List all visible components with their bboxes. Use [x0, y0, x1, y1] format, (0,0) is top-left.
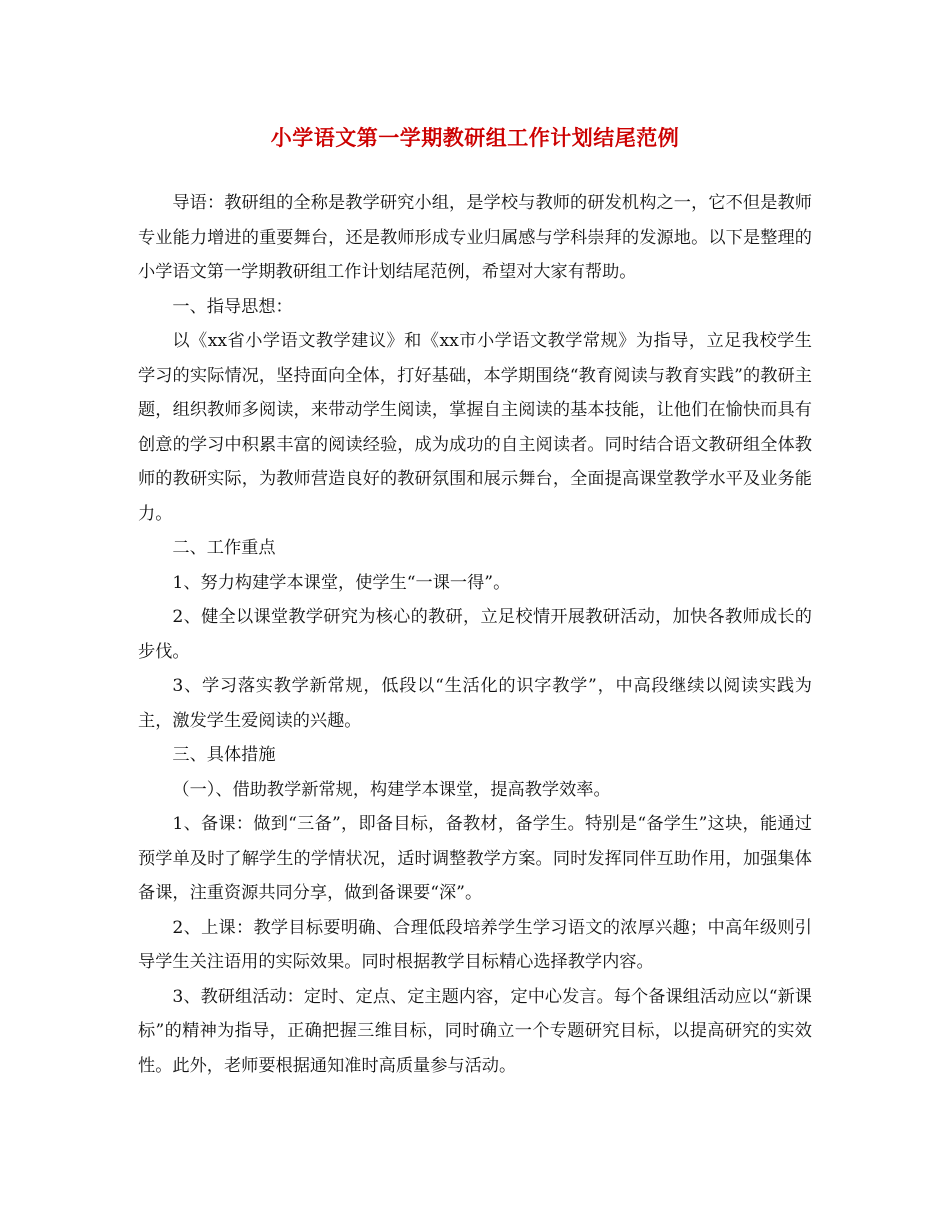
- document-title: 小学语文第一学期教研组工作计划结尾范例: [270, 125, 680, 150]
- measures-subheading-1: （一）、借助教学新常规，构建学本课堂，提高教学效率。: [172, 779, 611, 800]
- measures-item-teaching: 2、上课：教学目标要明确、合理低段培养学生学习语文的浓厚兴趣；中高年级则引导学生关注语用的实际效果。同时根据教学目标精心选择教学内容。: [138, 917, 812, 972]
- work-focus-item-2: 2、健全以课堂教学研究为核心的教研，立足校情开展教研活动，加快各教师成长的步伐。: [138, 607, 812, 662]
- document-body: [138, 186, 812, 1083]
- measures-item-lesson-prep: 1、备课：做到“三备”，即备目标，备教材，备学生。特别是“备学生”这块，能通过预学单及时了解学生的学情状况，适时调整教学方案。同时发挥同伴互助作用，加强集体备课，注重资源共同分享，做到备课要“深”。: [138, 814, 812, 903]
- guiding-thought-paragraph: 以《xx省小学语文教学建议》和《xx市小学语文教学常规》为指导，立足我校学生学习的实际情况，坚持面向全体，打好基础，本学期围绕“教育阅读与教育实践”的教研主题，组织教师多阅读，来带动学生阅读，掌握自主阅读的基本技能，让他们在愉快而具有创意的学习中积累丰富的阅读经验，成为成功的自主阅读者。同时结合语文教研组全体教师的教研实际，为教师营造良好的教研氛围和展示舞台，全面提高课堂教学水平及业务能力。: [138, 331, 812, 524]
- work-focus-item-3: 3、学习落实教学新常规，低段以“生活化的识字教学”，中高段继续以阅读实践为主，激发学生爱阅读的兴趣。: [138, 676, 812, 731]
- section-heading-measures: 三、具体措施: [172, 745, 276, 765]
- intro-paragraph: 导语：教研组的全称是教学研究小组，是学校与教师的研发机构之一，它不但是教师专业能力增进的重要舞台，还是教师形成专业归属感与学科崇拜的发源地。以下是整理的小学语文第一学期教研组工作计划结尾范例，希望对大家有帮助。: [138, 193, 812, 282]
- section-heading-guiding-thought: 一、指导思想：: [172, 296, 293, 317]
- work-focus-item-1: 1、努力构建学本课堂，使学生“一课一得”。: [172, 572, 511, 593]
- section-heading-work-focus: 二、工作重点: [172, 538, 276, 558]
- measures-item-research-activity: 3、教研组活动：定时、定点、定主题内容，定中心发言。每个备课组活动应以“新课标”的精神为指导，正确把握三维目标，同时确立一个专题研究目标，以提高研究的实效性。此外，老师要根据通知准时高质量参与活动。: [138, 986, 812, 1076]
